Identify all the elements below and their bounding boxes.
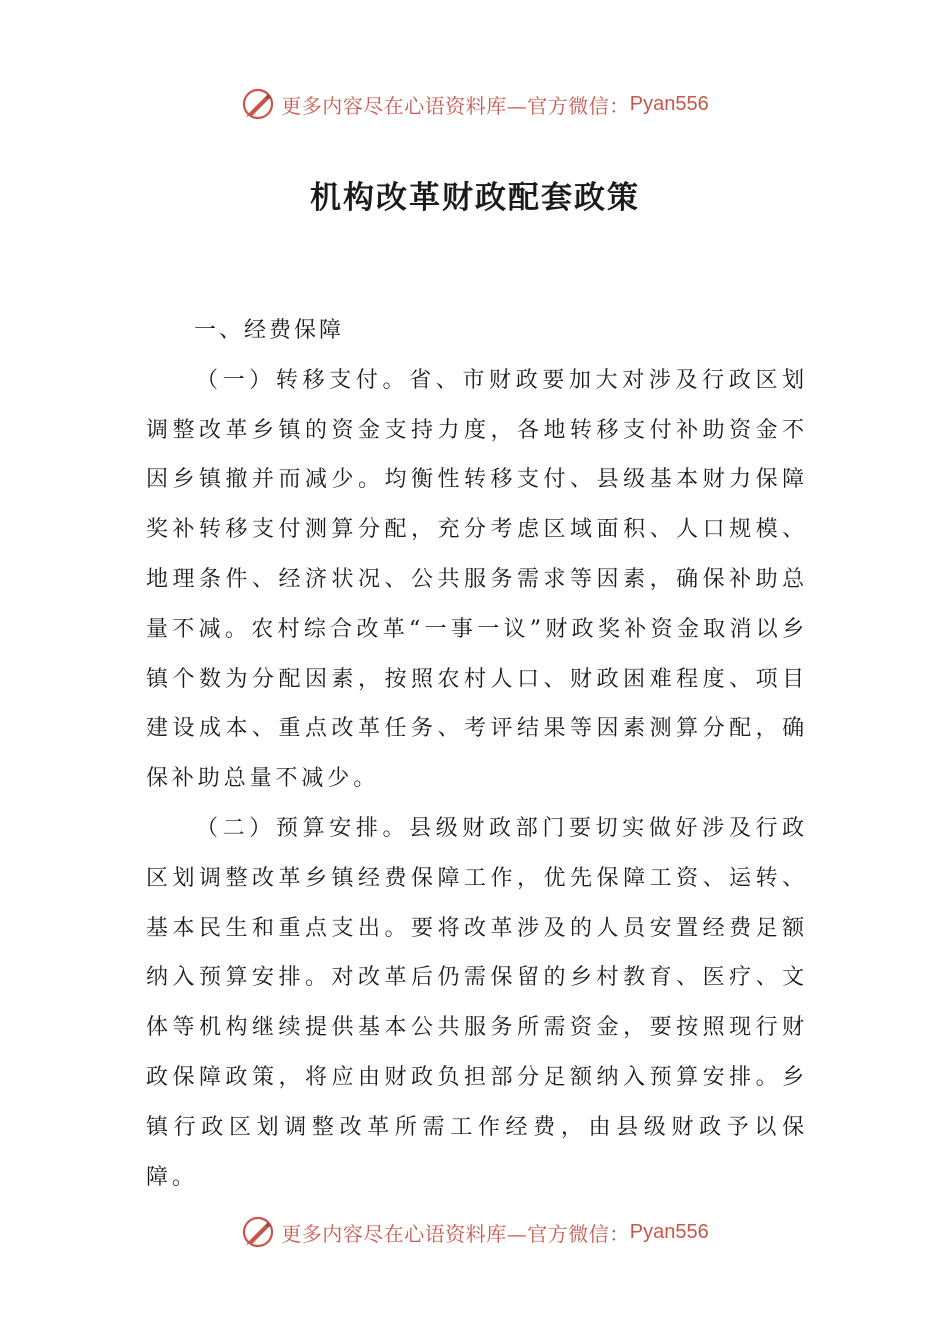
- watermark-wechat-id: Pyan556: [629, 92, 709, 115]
- document-title: 机构改革财政配套政策: [310, 180, 640, 216]
- watermark-text: 更多内容尽在心语资料库—官方微信：: [281, 1221, 630, 1246]
- paragraph-budget-arrangement: （二）预算安排。县级财政部门要切实做好涉及行政区划调整改革乡镇经费保障工作，优先保障工资、运转、基本民生和重点支出。要将改革涉及的人员安置经费足额纳入预算安排。对改革后仍需保留的乡村教育、医疗、文体等机构继续提供基本公共服务所需资金，要按照现行财政保障政策，将应由财政负担部分足额纳入预算安排。乡镇行政区划调整改革所需工作经费，由县级财政予以保障。: [146, 815, 808, 1190]
- document-body: [146, 306, 808, 1202]
- watermark-header: [0, 84, 950, 124]
- section-heading: 一、经费保障: [194, 318, 345, 343]
- watermark-text: 更多内容尽在心语资料库—官方微信：: [281, 93, 630, 118]
- pen-logo-icon: [241, 1215, 275, 1249]
- watermark-wechat-id: Pyan556: [629, 1220, 709, 1243]
- paragraph-transfer-payment: （一）转移支付。省、市财政要加大对涉及行政区划调整改革乡镇的资金支持力度，各地转移支付补助资金不因乡镇撤并而减少。均衡性转移支付、县级基本财力保障奖补转移支付测算分配，充分考虑区域面积、人口规模、地理条件、经济状况、公共服务需求等因素，确保补助总量不减。农村综合改革“一事一议”财政奖补资金取消以乡镇个数为分配因素，按照农村人口、财政困难程度、项目建设成本、重点改革任务、考评结果等因素测算分配，确保补助总量不减少。: [146, 367, 808, 792]
- pen-logo-icon: [241, 87, 275, 121]
- watermark-footer: [0, 1212, 950, 1252]
